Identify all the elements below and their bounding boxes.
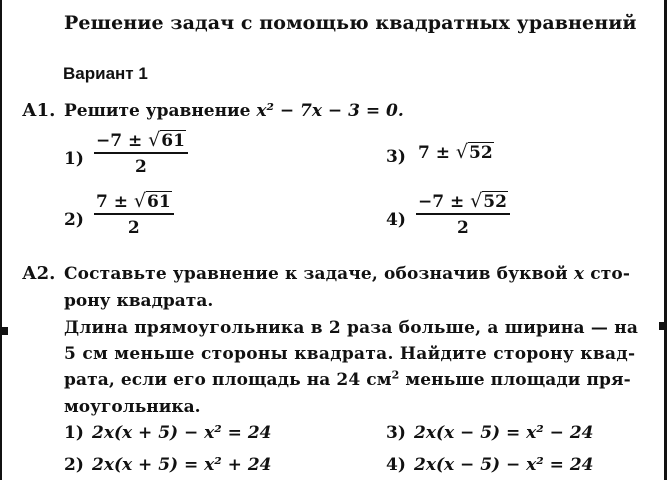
a1-option-1-numerator-prefix: −7 ± (96, 131, 149, 151)
question-a2-number: А2. (22, 263, 56, 284)
a1-option-4-fraction (416, 192, 510, 238)
question-a2-intro-line-1 (64, 264, 630, 284)
a2-option-4-equation: 2x(x − 5) − x² = 24 (414, 455, 594, 475)
a1-option-3-number: 3) (386, 147, 406, 167)
a1-option-2-numerator-prefix: 7 ± (96, 192, 134, 212)
a2-option-2-equation: 2x(x + 5) = x² + 24 (92, 455, 272, 475)
question-a2-body-line-3-end: меньше площади пря- (399, 370, 631, 390)
a2-option-4-number: 4) (386, 455, 406, 475)
question-a2-body-line-3 (64, 370, 631, 390)
question-a1-equation: x² − 7x − 3 = 0. (256, 101, 404, 121)
left-border (0, 0, 2, 480)
question-a2-body-line-1: Длина прямоугольника в 2 раза больше, а ширина — на (64, 318, 639, 338)
a1-option-4-numerator-prefix: −7 ± (418, 192, 471, 212)
question-a1-prompt (64, 101, 404, 121)
a1-option-2-numerator (94, 192, 174, 213)
sqrt-symbol: √61 (148, 129, 185, 151)
a1-option-1-denominator: 2 (135, 156, 147, 177)
squared-superscript: 2 (391, 368, 400, 382)
question-a2-body-line-4: моугольника. (64, 397, 201, 417)
a1-option-1-radicand: 61 (161, 131, 185, 151)
question-a2-body-line-3-text: рата, если его площадь на 24 см (64, 370, 392, 390)
right-margin-mark (659, 322, 667, 330)
question-a2-intro-hyphen: сто- (584, 264, 631, 284)
a2-option-1-number: 1) (64, 423, 84, 443)
a2-option-3-number: 3) (386, 423, 406, 443)
a1-option-3-prefix: 7 ± (418, 143, 456, 163)
right-border (664, 0, 667, 480)
question-a2-intro-text: Составьте уравнение к задаче, обозначив буквой (64, 264, 574, 284)
left-margin-mark (0, 327, 8, 335)
question-a2-body-line-2: 5 см меньше стороны квадрата. Найдите сторону квад- (64, 344, 636, 364)
a2-option-1-equation: 2x(x + 5) − x² = 24 (92, 423, 272, 443)
a2-option-2-number: 2) (64, 455, 84, 475)
a1-option-1-fraction (94, 131, 188, 177)
a1-option-4-numerator (416, 192, 510, 213)
sqrt-symbol: √61 (133, 190, 171, 212)
a1-option-2-radicand: 61 (147, 192, 171, 212)
a1-option-2-number: 2) (64, 210, 84, 230)
a1-option-3-value (418, 143, 494, 163)
a1-option-3-radicand: 52 (469, 143, 493, 163)
a1-option-1-number: 1) (64, 149, 84, 169)
a1-option-1-numerator (94, 131, 188, 152)
question-a1-number: А1. (22, 100, 56, 121)
a1-option-2-denominator: 2 (127, 217, 140, 238)
question-a1-prompt-text: Решите уравнение (64, 101, 257, 121)
a1-option-4-denominator: 2 (457, 217, 469, 238)
question-a2-variable: x (573, 264, 585, 284)
a1-option-4-radicand: 52 (483, 192, 507, 212)
sqrt-symbol: √52 (455, 141, 493, 163)
variant-label: Вариант 1 (63, 64, 148, 83)
question-a2-intro-line-2: рону квадрата. (64, 291, 214, 311)
a1-option-4-number: 4) (386, 210, 406, 230)
sqrt-symbol: √52 (470, 190, 507, 212)
a2-option-3-equation: 2x(x − 5) = x² − 24 (414, 423, 594, 443)
worksheet-title: Решение задач с помощью квадратных уравнений (64, 12, 637, 34)
a1-option-2-fraction (94, 192, 174, 238)
